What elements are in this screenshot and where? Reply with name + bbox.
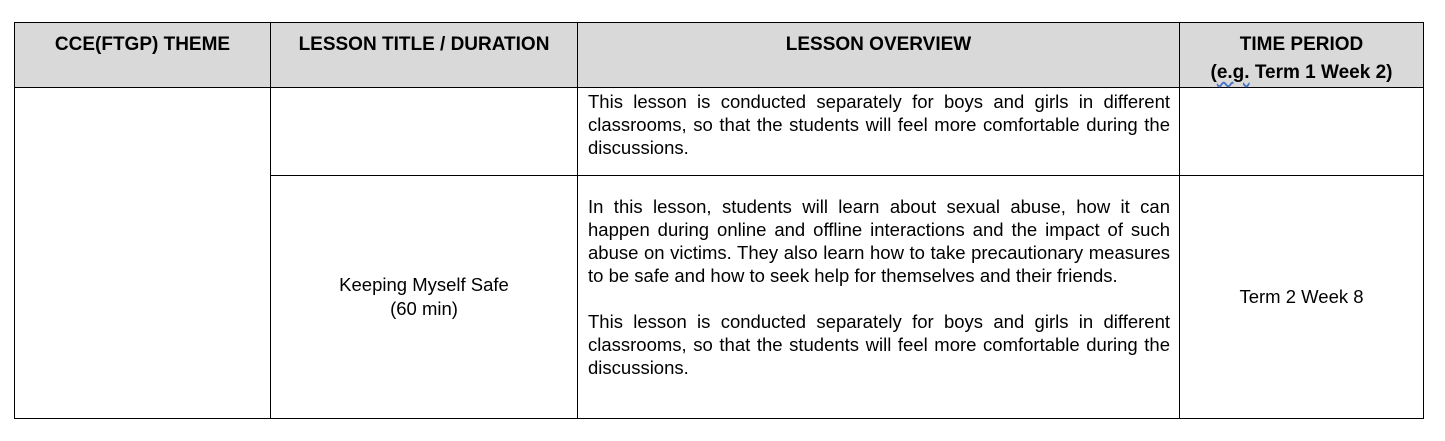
eg-text: e.g.: [1216, 62, 1250, 83]
overview-paragraph: In this lesson, students will learn about sexual abuse, how it can happen during online and offline interactions and the impact of such abuse on victims. They also learn how to take precautionary measures to be safe and how to seek help for themselves and their friends.: [588, 196, 1170, 286]
lesson-plan-table: [14, 22, 1424, 419]
overview-paragraph: This lesson is conducted separately for boys and girls in different classrooms, so that the students will feel more comfortable during the discussions.: [588, 311, 1170, 378]
lesson-title-cell: [271, 176, 578, 419]
lesson-duration: (60 min): [390, 298, 458, 319]
lesson-overview-cell: [578, 176, 1180, 419]
lesson-title: Keeping Myself Safe: [339, 274, 509, 295]
overview-paragraph: This lesson is conducted separately for boys and girls in different classrooms, so that the students will feel more comfortable during the discussions.: [588, 91, 1170, 158]
header-time-period-label: TIME PERIOD: [1239, 34, 1364, 55]
theme-cell: [15, 88, 271, 419]
paren-open: (: [1210, 62, 1217, 83]
header-lesson-title: LESSON TITLE / DURATION: [271, 23, 578, 88]
example-rest: Term 1 Week 2): [1249, 62, 1393, 83]
header-time-period-example: [1180, 59, 1423, 87]
lesson-title-cell: [271, 88, 578, 176]
time-period-cell: [1180, 88, 1424, 176]
header-time-period: [1180, 23, 1424, 88]
time-period-cell: Term 2 Week 8: [1180, 176, 1424, 419]
table-row: [15, 88, 1424, 176]
header-overview: LESSON OVERVIEW: [578, 23, 1180, 88]
lesson-overview-cell: [578, 88, 1180, 176]
header-theme: CCE(FTGP) THEME: [15, 23, 271, 88]
table-header-row: [15, 23, 1424, 88]
